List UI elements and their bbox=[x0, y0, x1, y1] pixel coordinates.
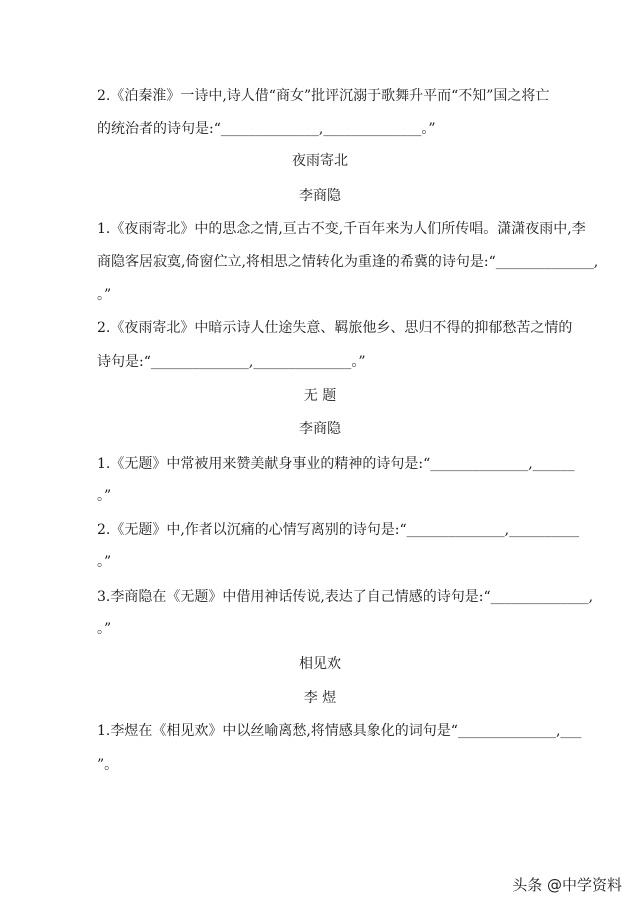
question-line: 。” bbox=[97, 621, 112, 637]
question-line: 诗句是:“______________,______________。” bbox=[97, 354, 366, 370]
question-line: 2.《无题》中,作者以沉痛的心情写离别的诗句是:“______________,__________ bbox=[97, 522, 580, 538]
poem-title: 相见欢 bbox=[299, 656, 341, 672]
question-line: 。” bbox=[97, 488, 112, 504]
watermark: 头条 @中学资料 bbox=[512, 876, 622, 894]
question-line: 3.李商隐在《无题》中借用神话传说,表达了自己情感的诗句是:“______________, bbox=[97, 589, 594, 605]
question-line: 1.《无题》中常被用来赞美献身事业的精神的诗句是:“______________,______ bbox=[97, 456, 575, 472]
question-line: 。” bbox=[97, 554, 112, 570]
question-line: 商隐客居寂寞,倚窗伫立,将相思之情转化为重逢的希冀的诗句是:“______________, bbox=[97, 254, 599, 270]
poem-author: 李商隐 bbox=[299, 188, 341, 204]
poem-author: 李 煜 bbox=[303, 690, 337, 706]
question-line: 1.李煜在《相见欢》中以丝喻离愁,将情感具象化的词句是“______________,___ bbox=[97, 723, 582, 739]
poem-title: 无 题 bbox=[303, 388, 337, 404]
question-line: 1.《夜雨寄北》中的思念之情,亘古不变,千百年来为人们所传唱。潇潇夜雨中,李 bbox=[97, 221, 586, 237]
poem-title: 夜雨寄北 bbox=[292, 153, 348, 169]
question-line: 2.《泊秦淮》一诗中,诗人借“商女”批评沉溺于歌舞升平而“不知”国之将亡 bbox=[97, 88, 550, 104]
poem-author: 李商隐 bbox=[299, 421, 341, 437]
question-line: 2.《夜雨寄北》中暗示诗人仕途失意、羁旅他乡、思归不得的抑郁愁苦之情的 bbox=[97, 320, 573, 336]
question-line: 的统治者的诗句是:“______________,______________。” bbox=[97, 121, 436, 137]
question-line: 。” bbox=[97, 287, 112, 303]
question-line: ”。 bbox=[97, 757, 119, 773]
